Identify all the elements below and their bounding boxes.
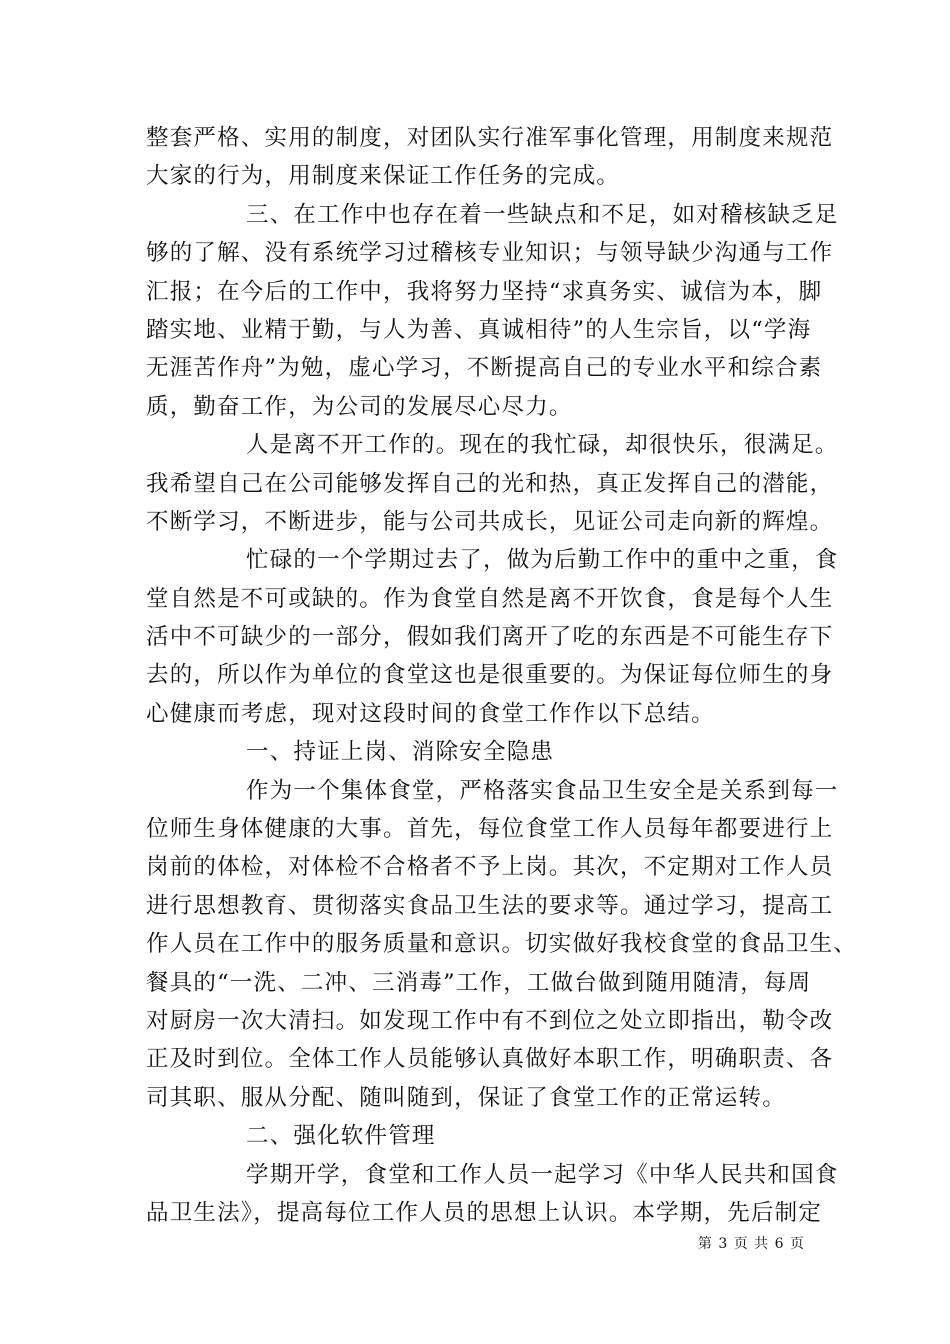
section-heading: 一、持证上岗、消除安全隐患 [246, 739, 555, 766]
text-line: 整套严格、实用的制度，对团队实行准军事化管理，用制度来规范 [146, 125, 834, 151]
text-line: 堂自然是不可或缺的。作为食堂自然是离不开饮食，食是每个人生 [146, 585, 834, 612]
text-line: 无涯苦作舟”为勉，虚心学习，不断提高自己的专业水平和综合素 [146, 355, 823, 382]
text-line: 我希望自己在公司能够发挥自己的光和热，真正发挥自己的潜能， [146, 470, 834, 497]
text-line: 质，勤奋工作，为公司的发展尽心尽力。 [146, 393, 573, 420]
text-line: 品卫生法》，提高每位工作人员的思想上认识。本学期，先后制定 [146, 1199, 823, 1226]
text-line: 不断学习，不断进步，能与公司共成长，见证公司走向新的辉煌。 [146, 508, 834, 535]
text-line: 去的，所以作为单位的食堂这也是很重要的。为保证每位师生的身 [146, 662, 834, 689]
paragraph-start-line: 学期开学，食堂和工作人员一起学习《中华人民共和国食 [246, 1161, 839, 1188]
text-line: 作人员在工作中的服务质量和意识。切实做好我校食堂的食品卫生、 [146, 931, 858, 958]
text-line: 进行思想教育、贯彻落实食品卫生法的要求等。通过学习，提高工 [146, 892, 834, 919]
text-line: 对厨房一次大清扫。如发现工作中有不到位之处立即指出，勒令改 [146, 1007, 834, 1034]
text-line: 大家的行为，用制度来保证工作任务的完成。 [146, 163, 621, 190]
document-body [146, 119, 858, 1232]
text-line: 踏实地、业精于勤，与人为善、真诚相待”的人生宗旨，以“学海 [146, 316, 812, 343]
text-line: 够的了解、没有系统学习过稽核专业知识；与领导缺少沟通与工作 [146, 240, 834, 267]
text-line: 汇报；在今后的工作中，我将努力坚持“求真务实、诚信为本，脚 [146, 278, 823, 305]
paragraph-start-line: 人是离不开工作的。现在的我忙碌，却很快乐，很满足。 [246, 432, 839, 459]
text-line: 心健康而考虑，现对这段时间的食堂工作作以下总结。 [146, 700, 715, 727]
text-line: 司其职、服从分配、随叫随到，保证了食堂工作的正常运转。 [146, 1084, 786, 1111]
text-line: 活中不可缺少的一部分，假如我们离开了吃的东西是不可能生存下 [146, 624, 834, 651]
text-line: 位师生身体健康的大事。首先，每位食堂工作人员每年都要进行上 [146, 816, 834, 843]
section-heading: 二、强化软件管理 [246, 1123, 436, 1150]
text-line: 餐具的“一洗、二冲、三消毒”工作，工做台做到随用随清，每周 [146, 969, 812, 996]
text-line: 正及时到位。全体工作人员能够认真做好本职工作，明确职责、各 [146, 1046, 834, 1073]
paragraph-start-line: 作为一个集体食堂，严格落实食品卫生安全是关系到每一 [246, 777, 839, 804]
page-number: 第 3 页 共 6 页 [697, 1236, 805, 1252]
paragraph-start-line: 忙碌的一个学期过去了，做为后勤工作中的重中之重，食 [246, 547, 839, 574]
paragraph-start-line: 三、在工作中也存在着一些缺点和不足，如对稽核缺乏足 [246, 201, 839, 228]
text-line: 岗前的体检，对体检不合格者不予上岗。其次，不定期对工作人员 [146, 854, 834, 881]
